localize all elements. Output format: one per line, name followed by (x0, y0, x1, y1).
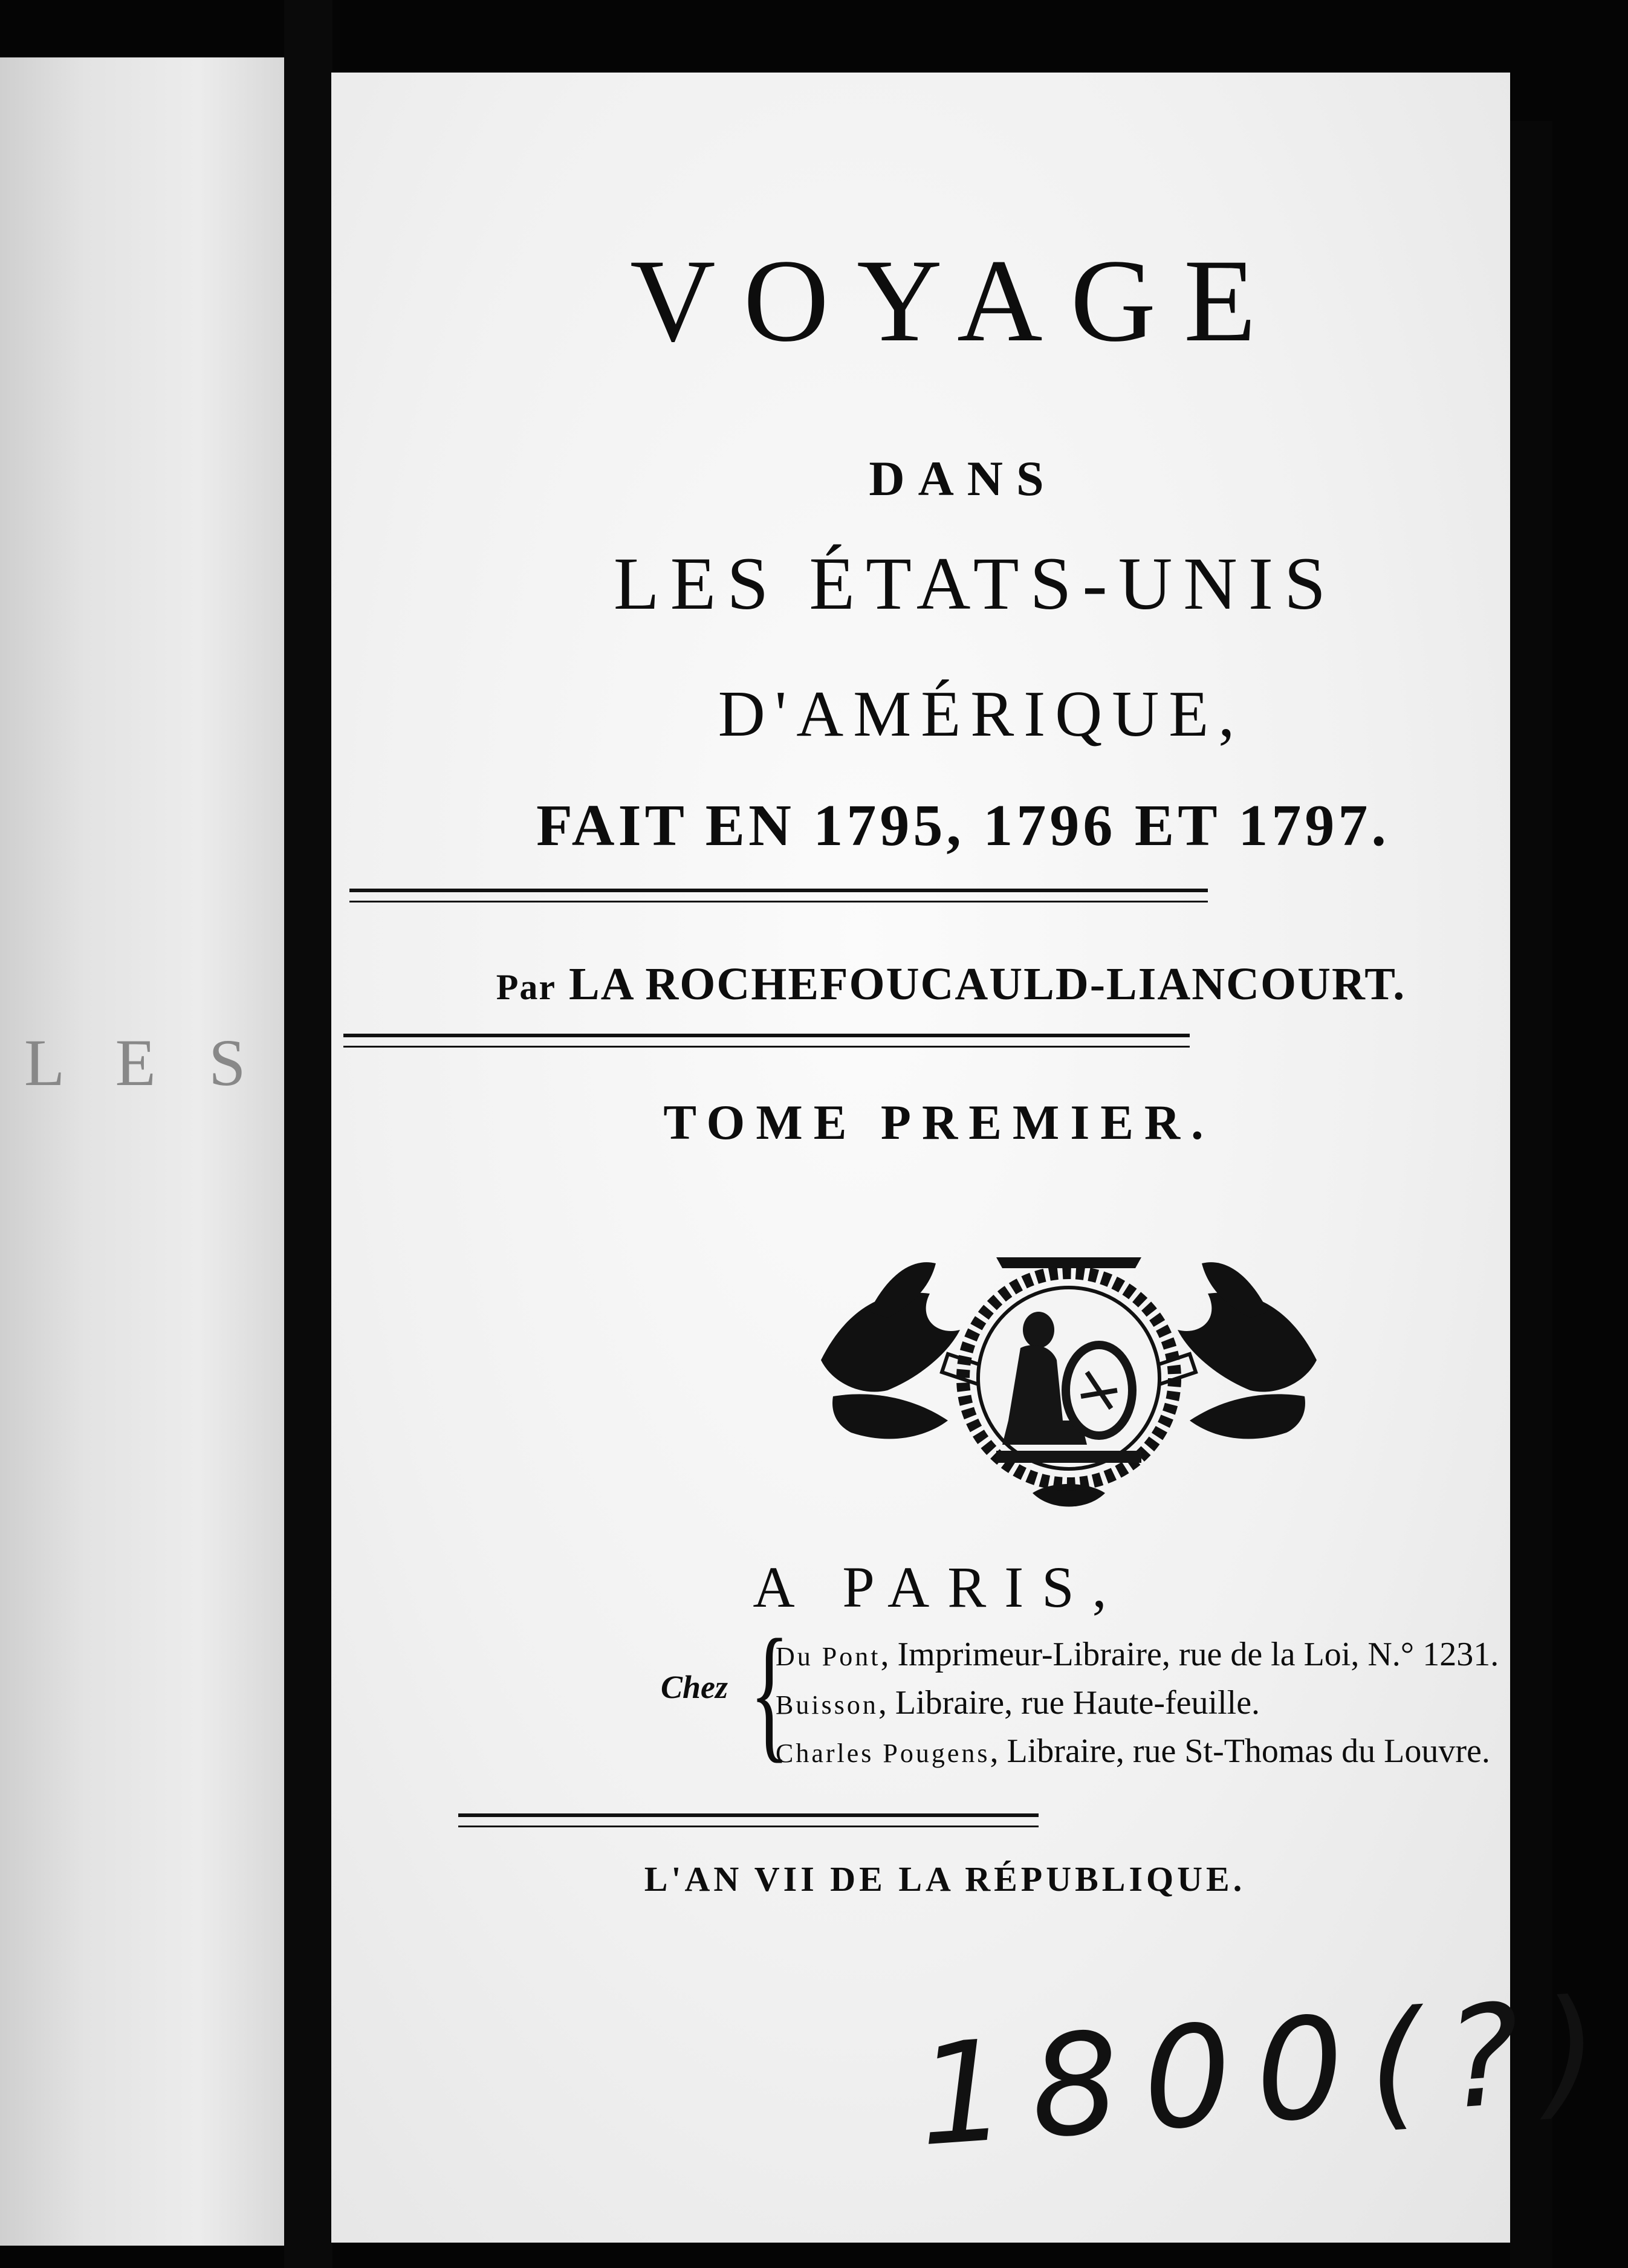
facing-page (0, 57, 284, 2246)
book-gutter (284, 0, 332, 2268)
publisher-details: , Imprimeur-Libraire, rue de la Loi, N.° 1231. (880, 1636, 1499, 1673)
facing-page-bleed-through: L E S (24, 1026, 264, 1100)
publisher-name: Buisson (776, 1690, 878, 1720)
double-rule-middle (343, 1034, 1190, 1037)
publisher-details: , Libraire, rue Haute-feuille. (878, 1684, 1260, 1722)
double-rule-top (349, 889, 1208, 892)
handwritten-date-note: 1800(?) (913, 1967, 1628, 2178)
imprint-year: L'AN VII DE LA RÉPUBLIQUE. (644, 1859, 1246, 1899)
title-page (331, 73, 1628, 2243)
title-line-amerique: D'AMÉRIQUE, (718, 678, 1245, 750)
author-prefix: Par (496, 967, 557, 1007)
curly-brace-icon: { (750, 1609, 790, 1776)
title-line-dans: DANS (869, 451, 1057, 506)
double-rule-middle-thin (343, 1046, 1190, 1048)
double-rule-bottom (458, 1813, 1039, 1817)
publisher-line (776, 1683, 1260, 1722)
allegorical-wreath-vignette-icon (797, 1239, 1341, 1523)
title-line-voyage: VOYAGE (630, 235, 1284, 366)
imprint-chez: Chez (661, 1669, 728, 1705)
author-line (331, 958, 1540, 1011)
publisher-line (776, 1635, 1499, 1674)
page-edge-shadow (1510, 121, 1552, 2268)
publisher-name: Du Pont (776, 1642, 881, 1671)
title-line-dates: FAIT EN 1795, 1796 ET 1797. (536, 793, 1390, 858)
publisher-details: , Libraire, rue St-Thomas du Louvre. (990, 1732, 1490, 1770)
author-name: LA ROCHEFOUCAULD-LIANCOURT. (569, 959, 1406, 1009)
publisher-line (776, 1732, 1490, 1771)
publisher-name: Charles Pougens (776, 1738, 990, 1768)
double-rule-bottom-thin (458, 1826, 1039, 1827)
imprint-city: A PARIS, (753, 1555, 1125, 1619)
double-rule-top-thin (349, 901, 1208, 902)
title-line-etats-unis: LES ÉTATS-UNIS (613, 542, 1337, 625)
volume-label: TOME PREMIER. (663, 1095, 1215, 1150)
